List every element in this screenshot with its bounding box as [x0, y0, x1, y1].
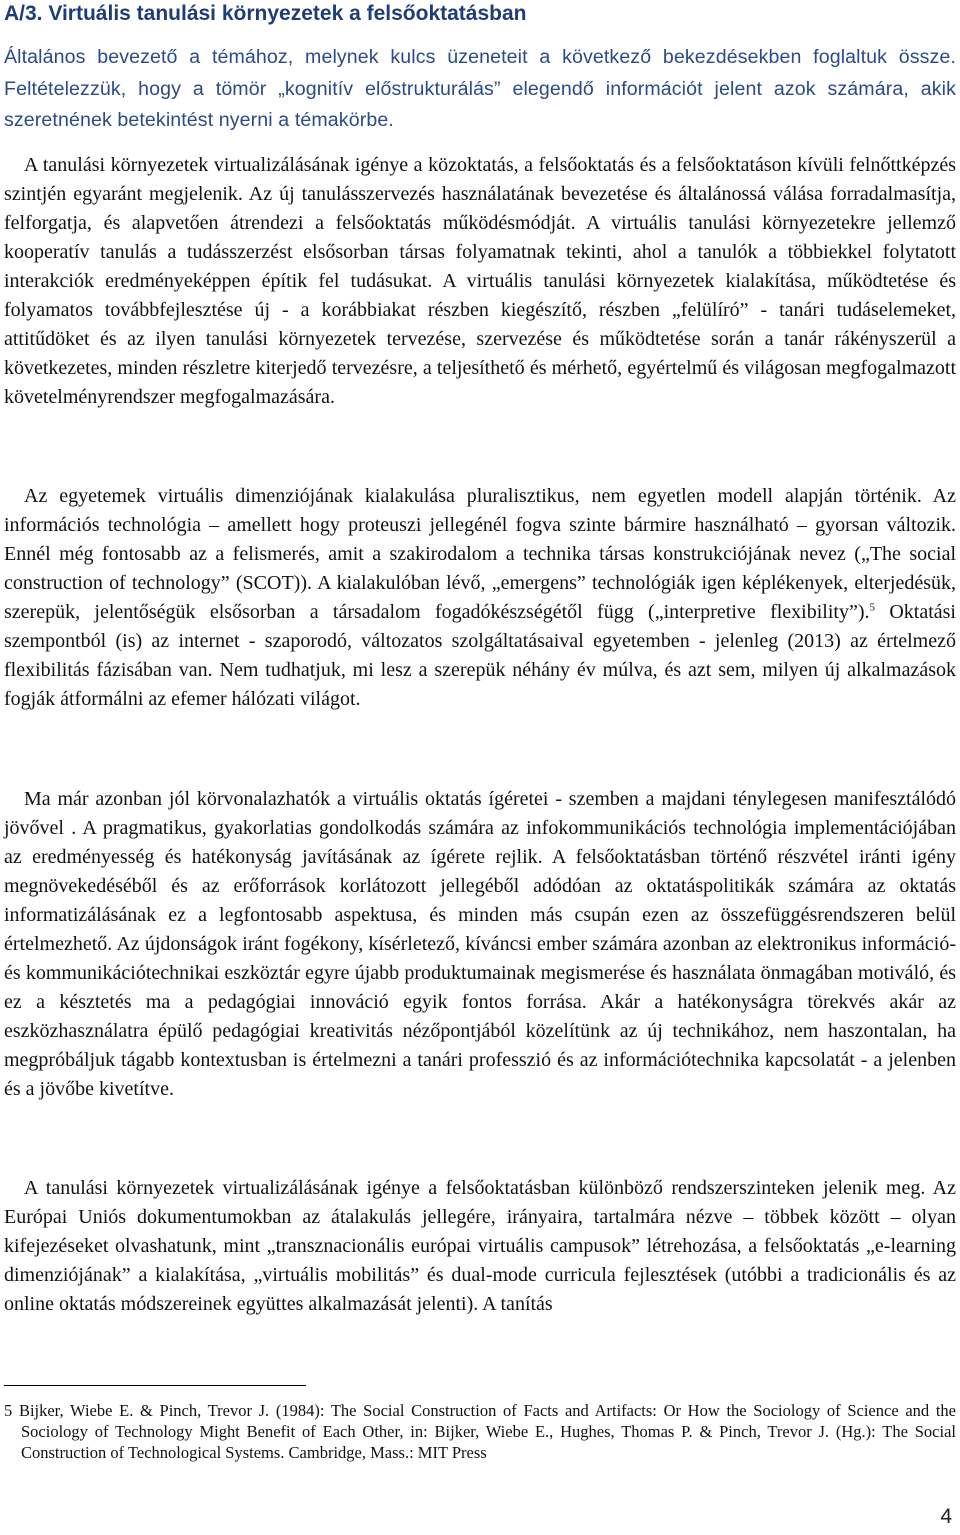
- paragraph-4: A tanulási környezetek virtualizálásának igénye a felsőoktatásban különböző rendszerszinteken jelenik meg. Az Európai Uniós dokumentumokban az átalakulás jellegére, irányaira, tartalmára nézve – többek között – olyan kifejezéseket olvashatunk, mint „transznacionális európai virtuális campusok” létrehozása, a felsőoktatás „e-learning dimenziójának” a kialakítása, „virtuális mobilitás” és dual-mode curricula fejlesztések (utóbbi a tradicionális és az online oktatás módszereinek együttes alkalmazását jelenti). A tanítás: [4, 1177, 956, 1316]
- intro-paragraph: Általános bevezető a témához, melynek kulcs üzeneteit a következő bekezdésekben foglaltuk össze. Feltételezzük, hogy a tömör „kognitív előstrukturálás” elegendő információt jelent azok számára, akik szeretnének betekintést nyerni a témakörbe.: [4, 46, 956, 131]
- paragraph-1: A tanulási környezetek virtualizálásának igénye a közoktatás, a felsőoktatás és a felsőoktatáson kívüli felnőttképzés szintjén egyaránt megjelenik. Az új tanulásszervezés használatának bevezetése és általánossá válása forradalmasítja, felforgatja, és alapvetően átrendezi a felsőoktatás működésmódját. A virtuális tanulási környezetekre jellemző kooperatív tanulás a tudásszerzést elsősorban társas folyamatnak tekinti, ahol a tanulók a többiekkel folytatott interakciók eredményeképpen építik fel tudásukat. A virtuális tanulási környezetek kialakítása, működtetése és folyamatos továbbfejlesztése új - a korábbiakat részben kiegészítő, részben „felülíró” - tanári tudáselemeket, attitűdöket és az ilyen tanulási környezetek tervezése, szervezése és működtetése során a tanár rákényszerül a következetes, minden részletre kiterjedő tervezésre, a teljesíthető és mérhető, egyértelmű és világosan megfogalmazott követelményrendszer megfogalmazására.: [4, 154, 956, 408]
- paragraph-2: [4, 482, 956, 714]
- page-number: 4: [940, 1505, 952, 1528]
- paragraph-2-text-a: Az egyetemek virtuális dimenziójának kialakulása pluralisztikus, nem egyetlen modell alapján történik. Az információs technológia – amellett hogy proteuszi jellegénél fogva szinte bármire használható – gyorsan változik. Ennél még fontosabb az a felismerés, amit a szakirodalom a technika társas konstrukciójának nevez („The social construction of technology” (SCOT)). A kialakulóban lévő, „emergens” technológiák igen képlékenyek, elterjedésük, szerepük, jelentőségük elsősorban a társadalom fogadókészségétől függ („interpretive flexibility”).: [4, 485, 956, 623]
- footnote-divider: [4, 1385, 306, 1386]
- paragraph-2-text-b: Oktatási szempontból (is) az internet - szaporodó, változatos szolgáltatásaival egyetemben - jelenleg (2013) az értelmező flexibilitás fázisában van. Nem tudhatjuk, mi lesz a szerepük néhány év múlva, és azt sem, milyen új alkalmazások fogják átformálni az efemer hálózati világot.: [4, 601, 956, 710]
- section-heading: A/3. Virtuális tanulási környezetek a felsőoktatásban: [4, 2, 527, 25]
- footnote-5: 5 Bijker, Wiebe E. & Pinch, Trevor J. (1984): The Social Construction of Facts and Artifacts: Or How the Sociology of Science and the Sociology of Technology Might Benefit of Each Other, in: Bijker, Wiebe E., Hughes, Thomas P. & Pinch, Trevor J. (Hg.): The Social Construction of Technological Systems. Cambridge, Mass.: MIT Press: [4, 1401, 956, 1462]
- footnote-reference[interactable]: 5: [869, 601, 875, 614]
- paragraph-3: Ma már azonban jól körvonalazhatók a virtuális oktatás ígéretei - szemben a majdani ténylegesen manifesztálódó jövővel . A pragmatikus, gyakorlatias gondolkodás számára az infokommunikációs technológia implementációjában az eredményesség és hatékonyság javításának az ígérete rejlik. A felsőoktatásban történő részvétel iránti igény megnövekedéséből és az erőforrások korlátozott jellegéből adódóan az oktatáspolitikák számára az oktatás informatizálásának ez a legfontosabb aspektusa, és minden más csupán ezen az összefüggésrendszeren belül értelmezhető. Az újdonságok iránt fogékony, kísérletező, kíváncsi ember számára azonban az elektronikus információ- és kommunikációtechnikai eszköztár egyre újabb produktumainak megismerése és használata önmagában motiváló, és ez a késztetés ma a pedagógiai innováció egyik fontos forrása. Akár a hatékonyságra törekvés akár az eszközhasználatra épülő pedagógiai kreativitás nézőpontjából közelítünk az új technikához, nem haszontalan, ha megpróbáljuk tágabb kontextusban is értelmezni a tanári professzió és az információtechnika kapcsolatát - a jelenben és a jövőbe kivetítve.: [4, 788, 956, 1100]
